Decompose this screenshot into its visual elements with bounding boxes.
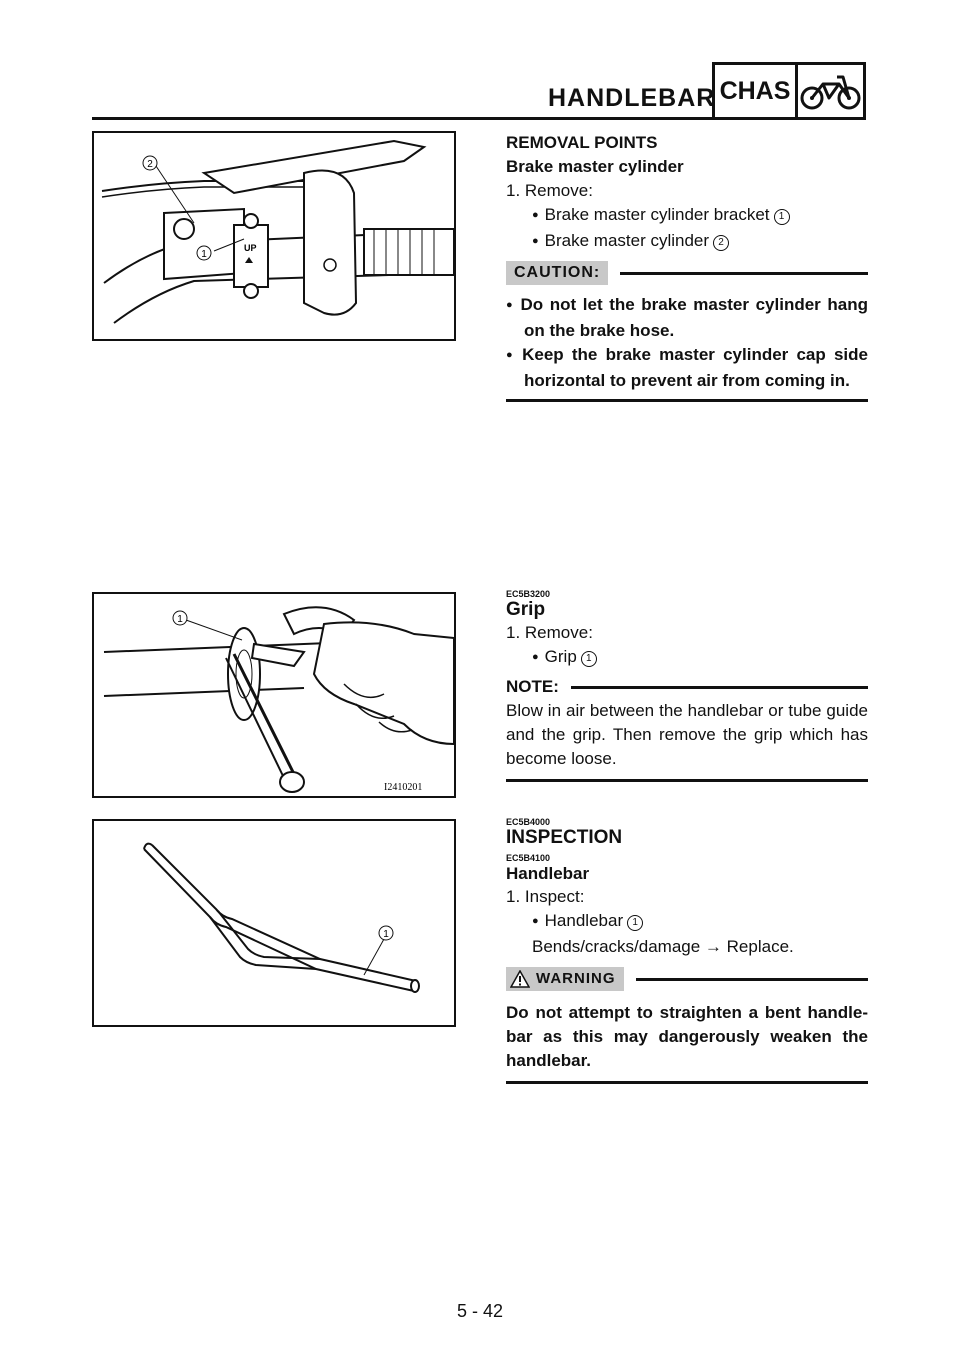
caution-label: CAUTION: — [506, 261, 608, 285]
motorcycle-icon — [798, 65, 863, 117]
section3-heading: INSPECTION — [506, 827, 623, 848]
section1-heading: REMOVAL POINTS — [506, 133, 658, 152]
section3-subcode: EC5B4100 — [506, 853, 551, 863]
warning-end-rule — [506, 1081, 868, 1084]
section2-item-grip: ● Grip 1 — [506, 645, 868, 671]
warning-bar — [506, 967, 868, 991]
section3-item-handlebar: ● Handlebar 1 — [506, 909, 868, 935]
fig1-callout-1: 1 — [201, 249, 207, 260]
section-inspection — [506, 817, 868, 1084]
caution-bar — [506, 261, 868, 285]
page-number: 5 - 42 — [456, 1301, 504, 1321]
section1-item-bracket: ● Brake master cylinder bracket 1 — [506, 203, 868, 229]
section3-step: 1. Inspect: — [506, 887, 585, 906]
section-grip — [506, 589, 868, 782]
section2-heading: Grip — [506, 599, 546, 620]
section-removal-points — [506, 131, 868, 402]
figure-handlebar — [92, 819, 456, 1027]
fig1-up-stamp: UP — [244, 243, 257, 253]
fig2-callout-1: 1 — [177, 614, 183, 625]
section1-subheading: Brake master cylinder — [506, 157, 684, 176]
section1-item-cylinder: ● Brake master cylinder 2 — [506, 229, 868, 255]
section2-code: EC5B3200 — [506, 589, 551, 599]
caution-item-2: ● Keep the brake master cylinder cap side horizontal to prevent air from coming in. — [506, 343, 868, 393]
section-badge — [712, 62, 866, 120]
note-bar — [506, 675, 868, 699]
section2-step: 1. Remove: — [506, 623, 593, 642]
figure-grip — [92, 592, 456, 798]
caution-item-1: ● Do not let the brake master cylinder hang on the brake hose. — [506, 293, 868, 343]
note-label: NOTE: — [506, 677, 559, 696]
warning-triangle-icon — [510, 970, 530, 988]
section3-code: EC5B4000 — [506, 817, 551, 827]
header-rule — [92, 117, 712, 120]
warning-text: Do not attempt to straighten a bent handle-bar as this may dangerously weaken the handlebar. — [506, 1003, 868, 1070]
fig1-callout-2: 2 — [147, 159, 153, 170]
caution-end-rule — [506, 399, 868, 402]
figure-brake-master-cylinder — [92, 131, 456, 341]
section1-step: 1. Remove: — [506, 181, 593, 200]
section-code: CHAS — [715, 65, 798, 117]
page-title: HANDLEBAR — [548, 84, 716, 112]
section3-subheading: Handlebar — [506, 864, 590, 883]
section3-result: Bends/cracks/damage → Replace. — [532, 937, 794, 956]
fig2-image-code: I2410201 — [384, 782, 423, 793]
fig3-callout-1: 1 — [383, 929, 389, 940]
note-end-rule — [506, 779, 868, 782]
note-text: Blow in air between the handlebar or tube guide and the grip. Then remove the grip which has become loose. — [506, 701, 868, 768]
warning-label-box — [506, 967, 624, 991]
warning-label: WARNING — [536, 970, 616, 987]
